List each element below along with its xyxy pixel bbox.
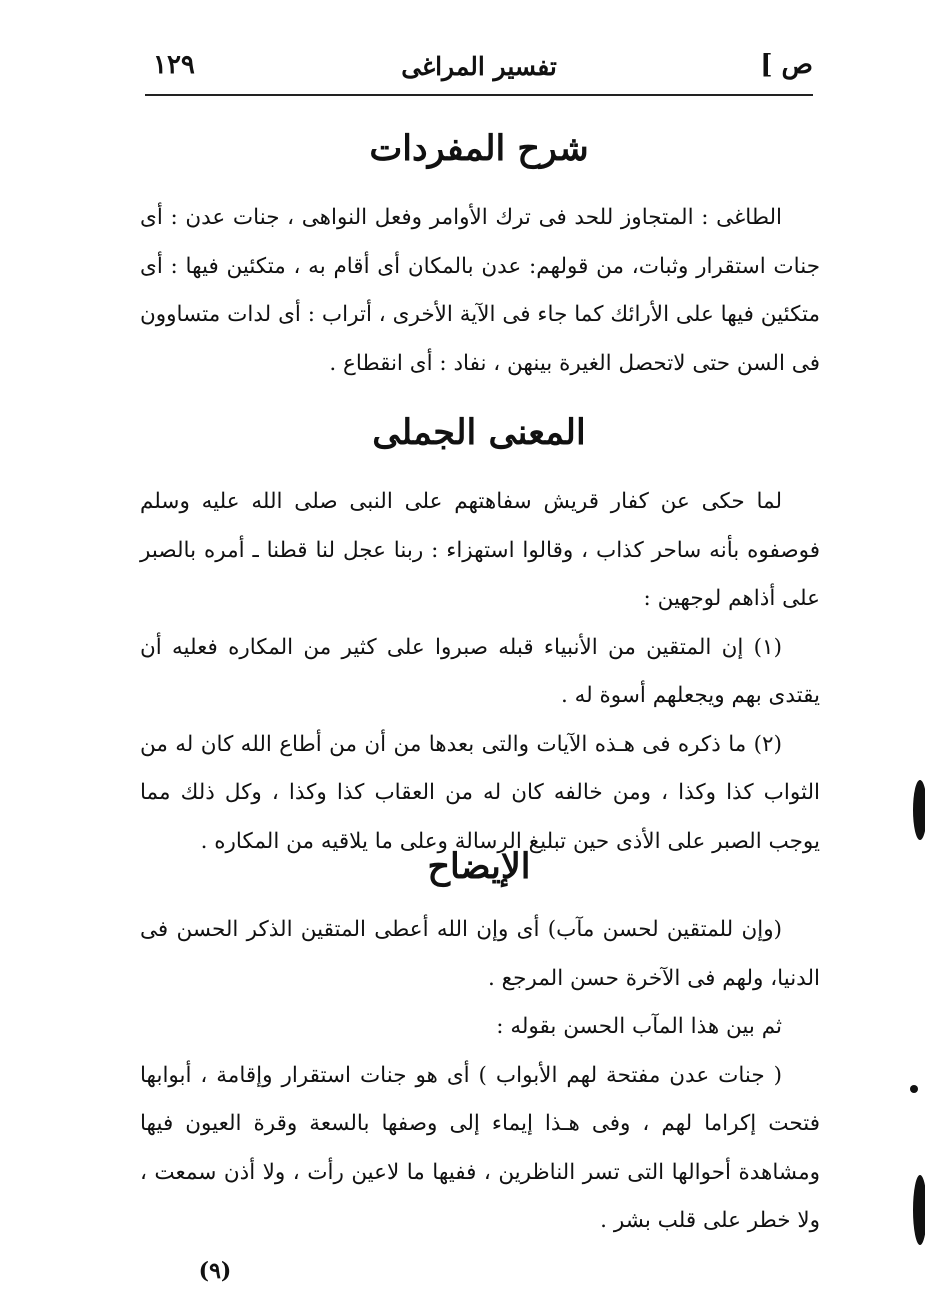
binding-hole-mark: [913, 780, 925, 840]
binding-hole-mark: [913, 1175, 925, 1245]
explanation-paragraph-3: ( جنات عدن مفتحة لهم الأبواب ) أى هو جنات استقرار وإقامة ، أبوابها فتحت إكراما لهم ، وفى هـذا إيماء إلى وصفها بالسعة وقرة العيون فيها ومشاهدة أحوالها التى تسر الناظرين ، ففيها ما لاعين رأت ، ولا أذن سمعت ، ولا خطر على قلب بشر .: [140, 1062, 820, 1233]
explanation-paragraphs: [140, 906, 820, 1246]
section-title-general-meaning: المعنى الجملى: [372, 412, 586, 453]
general-meaning-paragraphs: [140, 478, 820, 866]
section-title-vocabulary: شرح المفردات: [369, 128, 589, 169]
page-header: [145, 50, 813, 96]
general-meaning-item-1: (١) إن المتقين من الأنبياء قبله صبروا على كثير من المكاره فعليه أن يقتدى بهم ويجعلهم أسوة له .: [140, 634, 820, 708]
explanation-paragraph-1: (وإن للمتقين لحسن مآب) أى وإن الله أعطى المتقين الذكر الحسن فى الدنيا، ولهم فى الآخرة حسن المرجع .: [140, 917, 820, 991]
section-title-explanation: الإيضاح: [427, 846, 531, 887]
general-meaning-intro: لما حكى عن كفار قريش سفاهتهم على النبى صلى الله عليه وسلم فوصفوه بأنه ساحر كذاب ، وقالوا استهزاء : ربنا عجل لنا قطنا ـ أمره بالصبر على أذاهم لوجهين :: [140, 489, 820, 611]
vocabulary-paragraph: [140, 194, 820, 388]
explanation-paragraph-2: ثم بين هذا المآب الحسن بقوله :: [496, 1014, 782, 1039]
vocabulary-text: الطاغى : المتجاوز للحد فى ترك الأوامر وفعل النواهى ، جنات عدن : أى جنات استقرار وثبات، من قولهم: عدن بالمكان أى أقام به ، متكئين فيها : أى متكئين فيها على الأرائك كما جاء فى الآية الأخرى ، أتراب : أى لدات متساوون فى السن حتى لاتحصل الغيرة بينهن ، نفاد : أى انقطاع .: [140, 205, 820, 376]
signature-mark: (٩): [198, 1258, 232, 1284]
general-meaning-item-2: (٢) ما ذكره فى هـذه الآيات والتى بعدها من أن من أطاع الله كان له من الثواب كذا وكذا ، ومن خالفه كان له من العقاب كذا وكذا ، وكل ذلك مما يوجب الصبر على الأذى حين تبليغ الرسالة وعلى ما يلاقيه من المكاره .: [140, 731, 820, 854]
binding-hole-mark: [910, 1085, 918, 1093]
surah-marker: ص ]: [760, 50, 813, 80]
book-title: تفسير المراغى: [401, 52, 557, 81]
page-number: ١٢٩: [153, 50, 195, 80]
